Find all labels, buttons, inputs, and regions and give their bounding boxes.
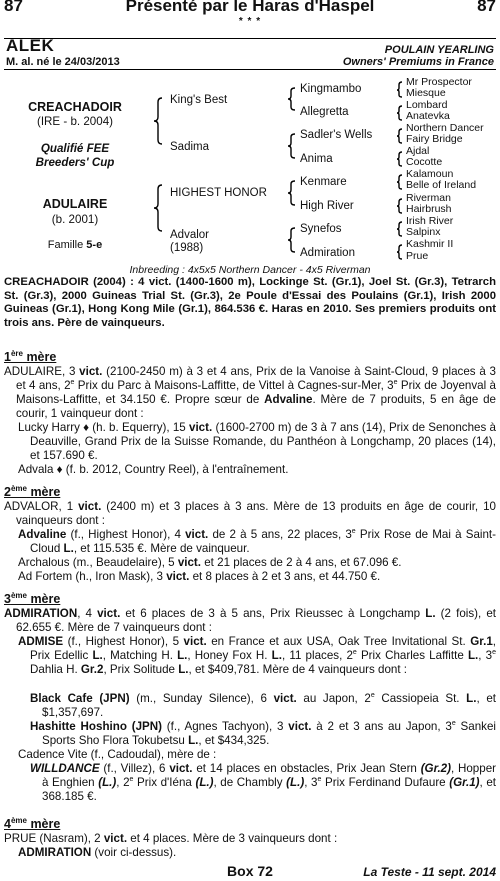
dam-adulaire-record: ADULAIRE, 3 vict. (2100-2450 m) à 3 et 4 ans, Prix de la Vanoise à Saint-Cloud, 9 places à 3 et 4 ans, 2e Prix du Parc à Maisons-Laffitte, de Vittel à Cagnes-sur-Mer, 3e Prix de Joyenval à Maisons-Laffitte, et 34.150 €. Propre sœur de Advaline. Mère de 7 produits, 5 en âge de courir, 1 vainqueur dont : (4, 365, 496, 420)
section-second-dam: 2ème mère (4, 483, 61, 499)
section-third-dam: 3ème mère (4, 590, 61, 606)
dam-family: Famille 5-e (47, 239, 103, 251)
g3-5: Kenmare (300, 176, 347, 188)
g4-11: Riverman (406, 192, 451, 204)
produce-advala: Advala ♦ (f. b. 2012, Country Reel), à l'entraînement. (18, 463, 289, 476)
sire-name: CREACHADOIR (28, 100, 122, 114)
horse-birth: M. al. né le 24/03/2013 (6, 56, 120, 68)
g4-9: Kalamoun (406, 168, 454, 180)
header-stars: * * * (238, 16, 262, 27)
g3-8: Admiration (300, 247, 355, 259)
dam-prue-record: PRUE (Nasram), 2 vict. et 4 places. Mère de 3 vainqueurs dont : (4, 832, 338, 845)
sale-info: La Teste - 11 sept. 2014 (363, 865, 496, 879)
g4-7: Ajdal (406, 145, 430, 157)
produce-archalous: Archalous (m., Beaudelaire), 5 vict. et 21 places de 2 à 4 ans, et 67.096 €. (18, 556, 402, 569)
g4-8: Cocotte (406, 156, 443, 168)
produce-hashitte-hoshino: Hashitte Hoshino (JPN) (f., Agnes Tachyon), 3 vict. à 2 et 3 ans au Japon, 3e Sankei Sports Sho Flora Tokubetsu L., et $434,325. (30, 720, 496, 747)
sire-qualif-1: Qualifié FEE (40, 142, 110, 155)
dam-advalor-record: ADVALOR, 1 vict. (2400 m) et 3 places à 3 ans. Mère de 13 produits en âge de courir, 10 vainqueurs dont : (4, 500, 496, 527)
g4-15: Kashmir II (406, 238, 454, 250)
sire-info: (IRE - b. 2004) (36, 115, 114, 128)
dam-info: (b. 2001) (51, 213, 99, 226)
g4-1: Mr Prospector (406, 76, 472, 88)
produce-admiration-ref: ADMIRATION (voir ci-dessus). (18, 846, 177, 859)
produce-advaline: Advaline (f., Highest Honor), 4 vict. de 2 à 5 ans, 22 places, 3e Prix Rose de Mai à Saint-Cloud L., et 115.535 €. Mère de vainqueur. (18, 528, 497, 555)
horse-premiums: Owners' Premiums in France (342, 56, 494, 68)
g2-dam-dam-year: (1988) (170, 242, 204, 254)
g2-sire-dam: Sadima (170, 141, 209, 153)
g3-6: High River (300, 200, 354, 212)
box-number: Box 72 (227, 863, 273, 879)
g3-7: Synefos (300, 223, 342, 235)
inbreeding: Inbreeding : 4x5x5 Northern Dancer - 4x5 Riverman (129, 264, 371, 276)
page-number-right: 87 (477, 0, 496, 15)
g4-6: Fairy Bridge (406, 133, 463, 145)
produce-willdance: WILLDANCE (f., Villez), 6 vict. et 14 places en obstacles, Prix Jean Stern (Gr.2), Hopper à Enghien (L.), 2e Prix d'Iéna (L.), de Chambly (L.), 3e Prix Ferdinand Dufaure (Gr.1), et 368.185 €. (30, 762, 497, 803)
g4-2: Miesque (406, 87, 446, 99)
g3-1: Kingmambo (300, 83, 362, 95)
section-first-dam: 1ère mère (4, 348, 57, 364)
page-title: Présenté par le Haras d'Haspel (125, 0, 375, 15)
produce-black-cafe: Black Cafe (JPN) (m., Sunday Silence), 6 vict. au Japon, 2e Cassiopeia St. L., et $1,357,697. (30, 692, 496, 719)
section-fourth-dam: 4ème mère (4, 815, 61, 831)
g4-5: Northern Dancer (406, 122, 484, 134)
g2-dam-sire: HIGHEST HONOR (170, 187, 267, 199)
g4-4: Anatevka (406, 110, 450, 122)
g4-13: Irish River (406, 215, 454, 227)
g4-12: Hairbrush (406, 203, 452, 215)
horse-type: POULAIN YEARLING (384, 44, 494, 56)
g4-3: Lombard (406, 99, 448, 111)
sire-paragraph: CREACHADOIR (2004) : 4 vict. (1400-1600 m), Lockinge St. (Gr.1), Joel St. (Gr.3), Tetrarch St. (Gr.3), 2000 Guineas Trial St. (Gr.3), 2e Poule d'Essai des Poulains (Gr.1), Irish 2000 Guineas (Gr.1), Hong Kong Mile (Gr.1), 864.536 €. Haras en 2010. Ses premiers produits ont trois ans. Père de vainqueurs. (4, 276, 496, 329)
g2-sire-sire: King's Best (170, 94, 228, 106)
produce-lucky-harry: Lucky Harry ♦ (h. b. Equerry), 15 vict. (1600-2700 m) de 3 à 7 ans (14), Prix de Senonches à Deauville, Grand Prix de la Suisse Romande, du Panthéon à Longchamp, 20 places (14), et 157.690 €. (18, 421, 496, 462)
g4-16: Prue (406, 250, 429, 262)
produce-admise: ADMISE (f., Highest Honor), 5 vict. en France et aux USA, Oak Tree Invitational St. Gr.1, Prix Edellic L., Matching H. L., Honey Fox H. L., 11 places, 2e Prix Charles Laffitte L., 3e Dahlia H. Gr.2, Prix Solitude L., et $409,781. Mère de 4 vainqueurs dont : (18, 635, 496, 676)
horse-name: ALEK (6, 36, 55, 55)
g3-2: Allegretta (300, 106, 349, 118)
produce-cadence-vite: Cadence Vite (f., Cadoudal), mère de : (18, 748, 217, 761)
g4-10: Belle of Ireland (406, 179, 477, 191)
g2-dam-dam: Advalor (170, 229, 209, 241)
g3-4: Anima (300, 153, 333, 165)
dam-name: ADULAIRE (42, 197, 108, 211)
produce-ad-fortem: Ad Fortem (h., Iron Mask), 3 vict. et 8 places à 2 et 3 ans, et 44.750 €. (18, 570, 381, 583)
page-number-left: 87 (4, 0, 23, 15)
g3-3: Sadler's Wells (300, 129, 373, 141)
g4-14: Salpinx (406, 226, 441, 238)
dam-admiration-record: ADMIRATION, 4 vict. et 6 places de 3 à 5 ans, Prix Rieussec à Longchamp L. (2 fois), et 62.655 €. Mère de 7 vainqueurs dont : (4, 607, 496, 634)
sire-qualif-2: Breeders' Cup (35, 156, 115, 169)
